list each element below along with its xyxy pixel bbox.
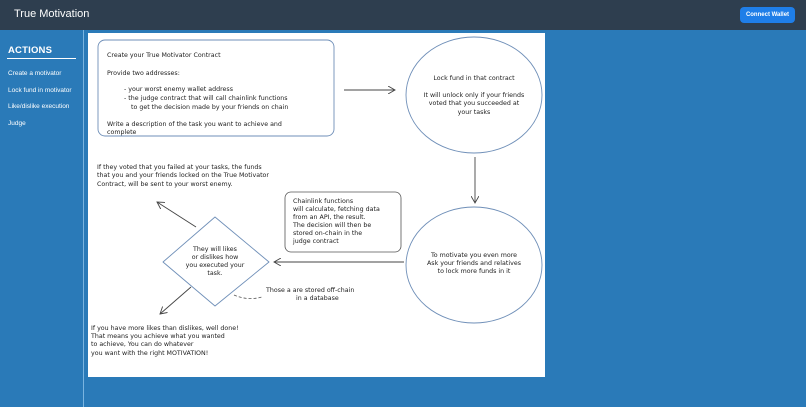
diamond-line: or dislikes how [191,254,239,261]
sidebar [0,30,84,407]
contract-title: Create your True Motivator Contract [107,52,221,59]
chainlink-line: from an API, the result. [293,214,366,221]
offchain-connector [234,295,262,299]
lock-circle-line: It will unlock only if your friends [423,92,525,99]
connect-wallet-button[interactable]: Connect Wallet [740,7,795,23]
success-note-line: That means you achieve what you wanted [91,333,225,340]
workflow-diagram [88,33,545,377]
flow-arrow [157,202,196,227]
offchain-line: in a database [296,295,339,302]
chainlink-line: The decision will then be [293,222,372,229]
lock-circle-line: Lock fund in that contract [433,75,515,82]
success-note-line: to achieve, You can do whatever [91,341,194,348]
top-bar [0,0,806,30]
lock-circle-line: voted that you succeeded at [428,100,520,107]
motivate-circle-line: to lock more funds in it [437,268,511,275]
motivate-circle-line: Ask your friends and relatives [427,260,521,267]
failed-note-line: Contract, will be sent to your worst enemy. [97,181,233,188]
sidebar-title: ACTIONS [8,45,53,56]
contract-line: - your worst enemy wallet address [124,86,233,93]
contract-line: Write a description of the task you want to achieve and [107,121,282,128]
offchain-line: Those a are stored off-chain [266,287,355,294]
motivate-circle-line: To motivate you even more [430,252,518,259]
contract-line: Provide two addresses: [107,70,180,77]
lock-circle-line: your tasks [457,109,491,116]
diamond-line: task. [207,270,223,277]
sidebar-item-lock-fund[interactable]: Lock fund in motivator [8,87,72,94]
contract-line: to get the decision made by your friends on chain [131,104,289,111]
flow-arrow [160,287,191,314]
chainlink-line: stored on-chain in the [293,230,363,237]
sidebar-item-judge[interactable]: Judge [8,120,26,127]
success-note-line: If you have more likes than dislikes, well done! [91,325,239,332]
chainlink-line: Chainlink functions [293,198,354,205]
sidebar-item-create-motivator[interactable]: Create a motivator [8,70,62,77]
diagram-svg [88,33,545,377]
chainlink-line: will calculate, fetching data [293,206,380,213]
chainlink-line: judge contract [293,238,339,245]
contract-line: - the judge contract that will call chainlink functions [124,95,288,102]
failed-note-line: that you and your friends locked on the True Motivator [97,172,269,179]
failed-note-line: If they voted that you failed at your tasks, the funds [97,164,262,171]
app-title: True Motivation [14,8,90,20]
sidebar-item-like-dislike[interactable]: Like/dislike execution [8,103,70,110]
diamond-line: you executed your [185,262,245,269]
contract-line: complete [107,129,137,136]
diamond-line: They will likes [193,246,237,253]
sidebar-divider [7,58,76,59]
success-note-line: you want with the right MOTIVATION! [91,350,209,357]
